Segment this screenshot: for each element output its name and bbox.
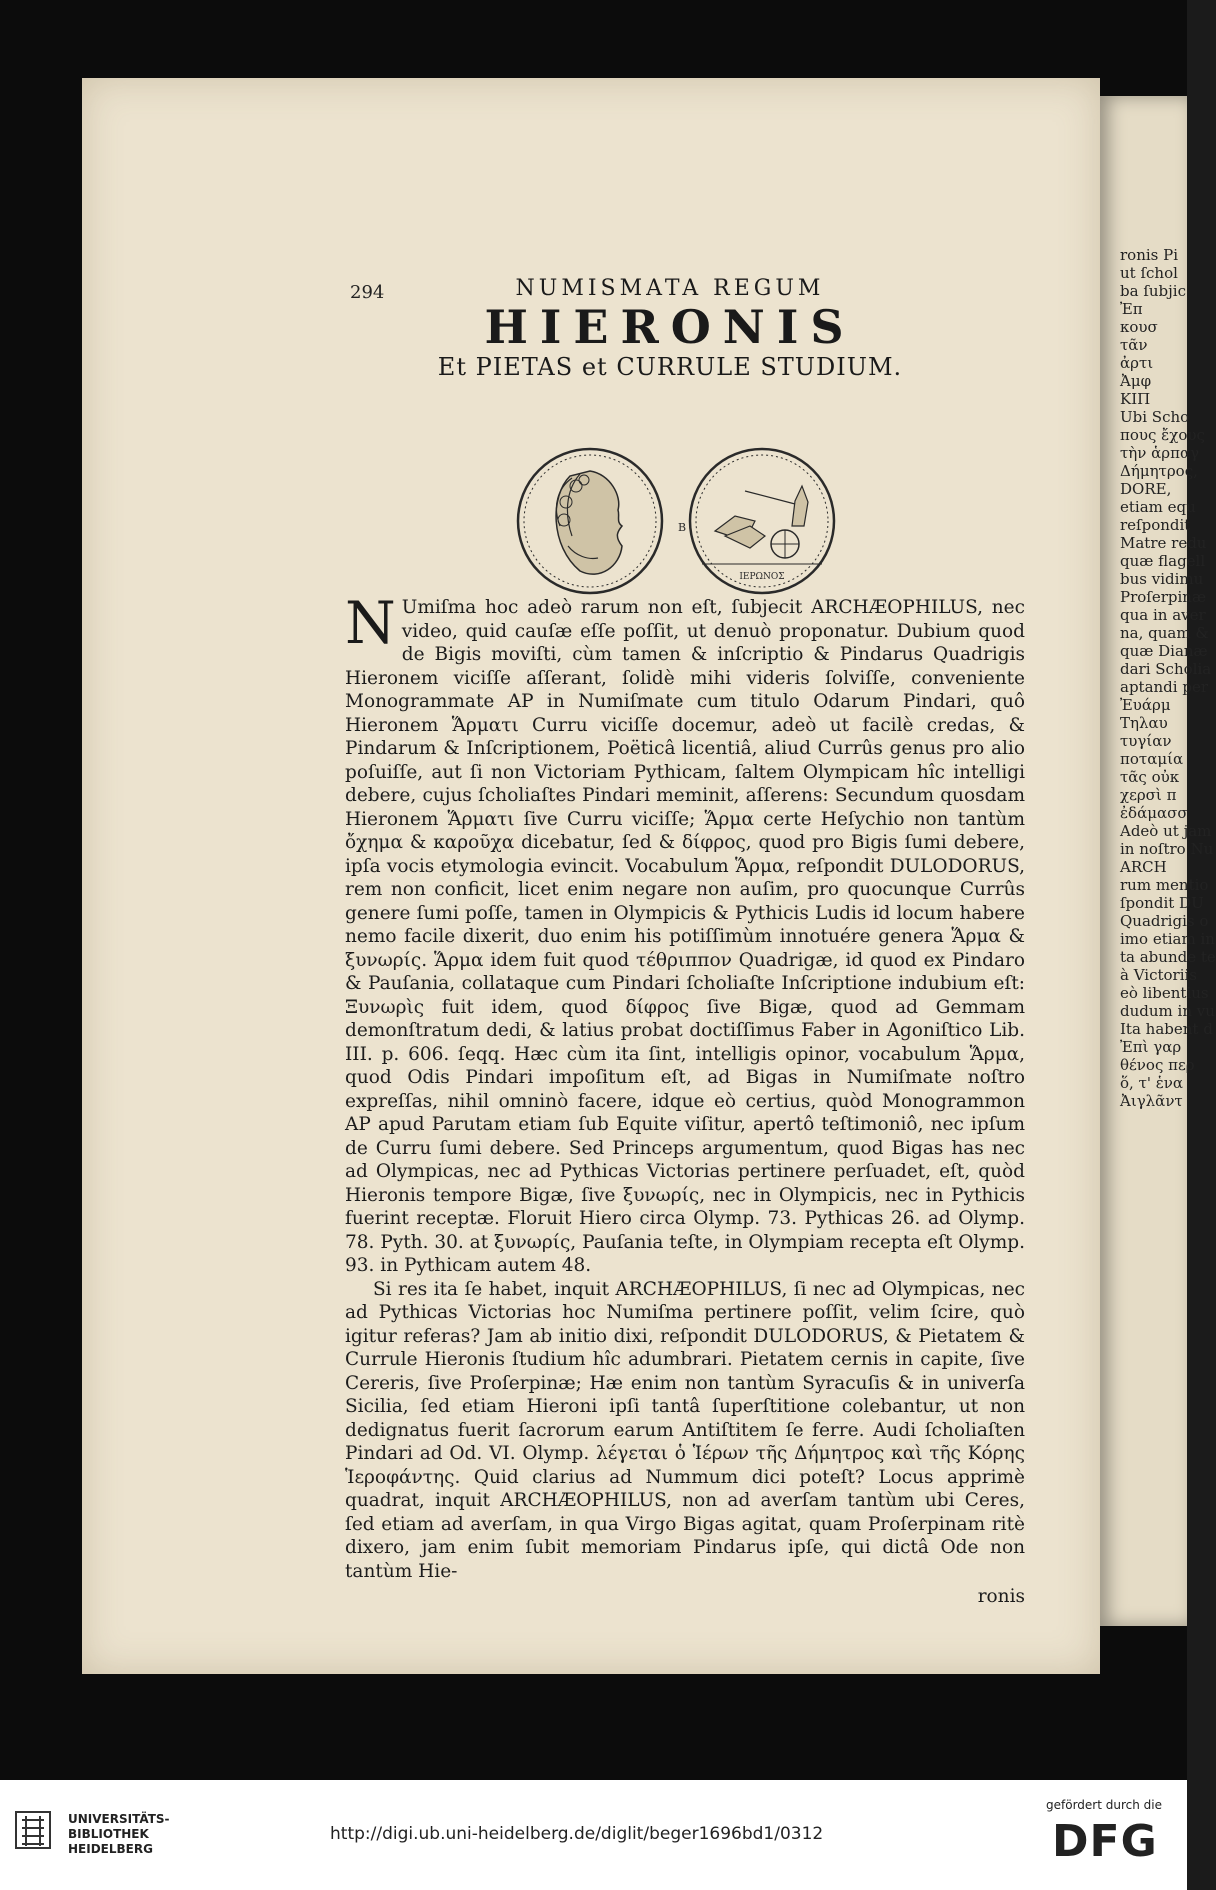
facing-page-line: aptandi per bbox=[1120, 678, 1208, 696]
facing-page-line: ſpondit DU bbox=[1120, 894, 1204, 912]
facing-page-line: Ἀιγλᾶντ bbox=[1120, 1092, 1183, 1110]
header-line-1: NUMISMATA REGUM bbox=[515, 276, 825, 301]
library-seal-icon bbox=[14, 1810, 52, 1850]
facing-page-line: ΚΙΠ bbox=[1120, 390, 1151, 408]
library-logo[interactable] bbox=[10, 1800, 170, 1870]
facing-page-line: Τηλαυ bbox=[1120, 714, 1168, 732]
facing-page-line: τᾶν bbox=[1120, 336, 1148, 354]
facing-page-line: qua in aver bbox=[1120, 606, 1206, 624]
catchword: ronis bbox=[977, 1586, 1025, 1607]
facing-page-line: θένος περ bbox=[1120, 1056, 1195, 1074]
facing-page-line: quæ flagell bbox=[1120, 552, 1206, 570]
facing-page-line: DORE, bbox=[1120, 480, 1172, 498]
facing-page-line: πους ἔχους bbox=[1120, 426, 1205, 444]
facing-page-line: ta abunde te bbox=[1120, 948, 1216, 966]
facing-page-line: Ita habent d bbox=[1120, 1020, 1213, 1038]
facing-page-line: Matre redu bbox=[1120, 534, 1207, 552]
facing-page-line: Ubi Scho bbox=[1120, 408, 1190, 426]
facing-page-line: ut ſchol bbox=[1120, 264, 1178, 282]
facing-page-line: ronis Pi bbox=[1120, 246, 1179, 264]
permalink-url[interactable]: http://digi.ub.uni-heidelberg.de/diglit/beger1696bd1/0312 bbox=[330, 1824, 824, 1844]
facing-page-line: ἀρτι bbox=[1120, 354, 1154, 372]
facing-page-line: τυγίαν bbox=[1120, 732, 1172, 750]
facing-page-line: Adeò ut jam bbox=[1120, 822, 1212, 840]
body-text bbox=[345, 589, 1025, 1609]
facing-page-line: bus vidimu bbox=[1120, 570, 1204, 588]
viewer-footer bbox=[0, 1780, 1187, 1890]
facing-page bbox=[1100, 96, 1216, 1626]
facing-page-line: Ἀμφ bbox=[1120, 372, 1152, 390]
coin-obverse bbox=[518, 449, 662, 593]
coin-reverse bbox=[690, 449, 834, 593]
library-name-line-2: BIBLIOTHEK bbox=[68, 1827, 149, 1841]
facing-page-line: Quadrigis o bbox=[1120, 912, 1209, 930]
facing-page-line: quæ Dianæ bbox=[1120, 642, 1208, 660]
facing-page-line: etiam equ bbox=[1120, 498, 1196, 516]
facing-page-line: Ἐυάρμ bbox=[1120, 696, 1171, 714]
coin-letter: B bbox=[678, 521, 687, 534]
facing-page-line: Proſerpinæ bbox=[1120, 588, 1207, 606]
facing-page-line: dudum in vu bbox=[1120, 1002, 1215, 1020]
facing-page-line: rum mentio bbox=[1120, 876, 1209, 894]
facing-page-line: ἐδάμασσ bbox=[1120, 804, 1188, 822]
facing-page-line: ba ſubjic bbox=[1120, 282, 1186, 300]
facing-page-line: eò libentius bbox=[1120, 984, 1209, 1002]
facing-page-line: à Victoriis bbox=[1120, 966, 1197, 984]
coin-illustration bbox=[510, 436, 850, 606]
paragraph-1-text: Umiſma hoc adeò rarum non eſt, ſubjecit ARCHÆOPHILUS, nec video, quid cauſæ eſſe poſſit, ut denuò proponatur. Dubium quod de Bigis moviſti, cùm tamen & inſcriptio & Pindarus Quadrigis Hieronem viciſſe aſſerant, ſolidè mihi videris ſolviſſe, conveniente Monogrammate AP in Numiſmate cum titulo Odarum Pindari, quô Hieronem Ἅρματι Curru viciſſe docemur, adeò ut facilè credas, & Pindarum & Inſcriptionem, Poëticâ licentiâ, aliud Currûs genus pro alio poſuiſſe, aut ſi non Victoriam Pythicam, ſaltem Olympicam hîc intelligi debere, cujus ſcholiaſtes Pindari meminit, aſſerens: Secundum quosdam Hieronem Ἅρματι ſive Curru viciſſe; Ἅρμα certe Heſychio non tantùm ὄχημα & καροῦχα dicebatur, ſed & δίφρος, quod pro Bigis ſumi debere, ipſa vocis etymologia evincit. Vocabulum Ἅρμα, reſpondit DULODORUS, rem non conficit, licet enim negare non auſim, pro quocunque Currûs genere ſumi poſſe, tamen in Olympicis & Pythicis Ludis id locum habere nemo facile dixerit, duo enim his potiſſimùm innotuére genera Ἅρμα & ξυνωρίς. Ἅρμα idem fuit quod τέθριππον Quadrigæ, id quod ex Pindaro & Pauſania, collataque cum Pindari ſcholiaſte Inſcriptione indubium eſt: Ξυνωρὶς fuit idem, quod δίφρος ſive Bigæ, quod ad Gemmam demonſtratum dedi, & latius probat doctiſſimus Faber in Agoniſtico Lib. III. p. 606. ſeqq. Hæc cùm ita ſint, intelligis opinor, vocabulum Ἅρμα, quod Odis Pindari impoſitum eſt, ad Bigas in Numiſmate noſtro expreſſas, nihil omninò facere, idque eò certius, quòd Monogrammon AP apud Parutam etiam ſub Equite viſitur, apertô teſtimoniô, nec ipſum de Curru ſumi debere. Sed Princeps argumentum, quod Bigas has nec ad Olympicas, nec ad Pythicas Victorias pertinere perſuadet, eſt, quòd Hieronis tempore Bigæ, ſive ξυνωρίς, nec in Olympicis, nec in Pythicis fuerint receptæ. Floruit Hiero circa Olymp. 73. Pythicas 26. ad Olymp. 78. Pyth. 30. at ξυνωρίς, Pauſania teſte, in Olympiam recepta eſt Olymp. 93. in Pythicam autem 48. bbox=[345, 597, 1025, 1276]
facing-page-line: τᾶς οὐκ bbox=[1120, 768, 1180, 786]
facing-page-line: τὴν ἁρπαγ bbox=[1120, 444, 1200, 462]
page-number: 294 bbox=[350, 282, 385, 303]
library-name-line-3: HEIDELBERG bbox=[68, 1842, 153, 1856]
facing-page-line: ARCH bbox=[1120, 858, 1167, 876]
header-line-3: Et PIETAS et CURRULE STUDIUM. bbox=[437, 353, 903, 381]
facing-page-line: imo etiam in bbox=[1120, 930, 1215, 948]
facing-page-line: dari Scholia bbox=[1120, 660, 1212, 678]
paragraph-1 bbox=[345, 589, 1025, 1278]
facing-page-lines bbox=[1100, 96, 1216, 1110]
facing-page-line: Ἐπὶ γαρ bbox=[1120, 1038, 1182, 1056]
paragraph-2: Si res ita ſe habet, inquit ARCHÆOPHILUS, ſi nec ad Olympicas, nec ad Pythicas Victorias hoc Numiſma pertinere poſſit, velim ſcire, quò igitur referas? Jam ab initio dixi, reſpondit DULODORUS, & Pietatem & Currule Hieronis ſtudium hîc adumbrari. Pietatem cernis in capite, ſive Cereris, ſive Proſerpinæ; Hæ enim non tantùm Syracuſis & in univerſa Sicilia, ſed etiam Hieroni ipſi tantâ ſuperſtitione colebantur, ut non dedignatus fuerit ſacrorum earum Antiſtitem ſe ferre. Audi ſcholiaſten Pindari ad Od. VI. Olymp. λέγεται ὁ Ἱέρων τῆς Δήμητρος καὶ τῆς Κόρης Ἱεροφάντης. Quid clarius ad Nummum dici poteſt? Locus apprimè quadrat, inquit ARCHÆOPHILUS, non ad averſam tantùm ubi Ceres, ſed etiam ad averſam, in qua Virgo Bigas agitat, quam Proſerpinam ritè dixero, jam enim ſubit memoriam Pindarus ipſe, qui dictâ Ode non tantùm Hie- bbox=[345, 1278, 1025, 1582]
coin-legend: ΙΕΡΩΝΟΣ bbox=[739, 572, 785, 582]
facing-page-line: in noſtro Nu bbox=[1120, 840, 1214, 858]
facing-page-line: na, quam & bbox=[1120, 624, 1209, 642]
facing-page-line: Δήμητρος, bbox=[1120, 462, 1198, 480]
library-name-line-1: UNIVERSITÄTS- bbox=[68, 1812, 170, 1826]
facing-page-line: reſpondit bbox=[1120, 516, 1191, 534]
facing-page-line: ποταμία bbox=[1120, 750, 1184, 768]
sponsor-text: gefördert durch die bbox=[1046, 1798, 1162, 1812]
facing-page-line: χερσὶ π bbox=[1120, 786, 1177, 804]
drop-cap: N bbox=[345, 589, 396, 657]
dfg-logo[interactable]: DFG bbox=[1052, 1816, 1158, 1867]
facing-page-line: ὅ, τ' ἑνα bbox=[1120, 1074, 1184, 1092]
header-line-2: HIERONIS bbox=[484, 300, 856, 354]
facing-page-line: κουσ bbox=[1120, 318, 1158, 336]
page-header bbox=[400, 276, 940, 381]
facing-page-line: Ἐπ bbox=[1120, 300, 1143, 318]
